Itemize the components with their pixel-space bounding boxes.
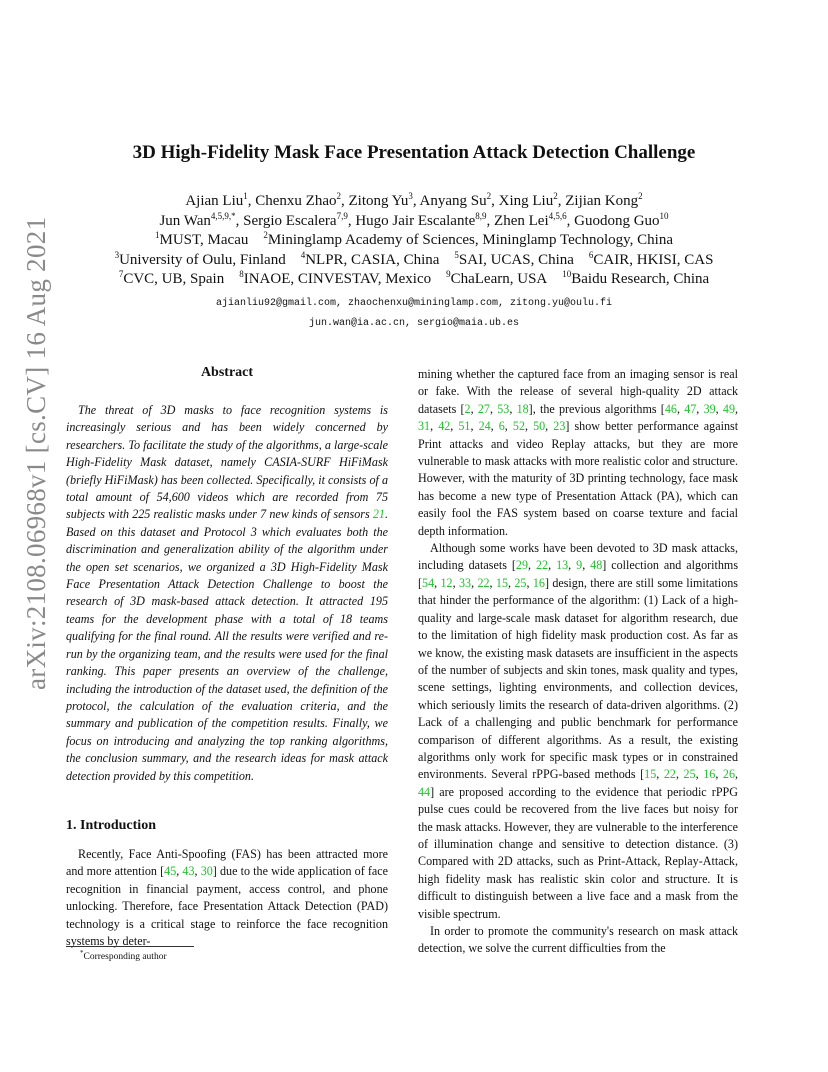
paper-title: 3D High-Fidelity Mask Face Presentation Attack Detection Challenge bbox=[132, 142, 696, 163]
citation-link[interactable]: 25 bbox=[683, 767, 696, 782]
citation-link[interactable]: 25 bbox=[514, 575, 527, 590]
affiliation-mark: 2 bbox=[263, 230, 268, 241]
affiliation-mark: 5 bbox=[454, 249, 459, 260]
citation-link[interactable]: 18 bbox=[516, 401, 529, 416]
affiliation-mark: 6 bbox=[588, 249, 594, 260]
citation-link[interactable]: 2 bbox=[464, 401, 471, 416]
footnote bbox=[80, 948, 167, 962]
introduction-text: Recently, Face Anti-Spoofing (FAS) has been attracted more and more attention [45, 43, 30] due to the wide application of face recognition in financial payment, access control, and phone unlocking. Therefore, face Presentation Attack Detection (PAD) technology is a critical stage to reinforce the face recognition systems by deter- bbox=[66, 847, 389, 949]
author-name: Zhen Lei bbox=[494, 212, 549, 229]
footnote-mark: * bbox=[80, 948, 84, 957]
citation-link[interactable]: 42 bbox=[438, 419, 451, 434]
author-name: Guodong Guo bbox=[574, 212, 660, 229]
citation-link[interactable]: 39 bbox=[703, 401, 716, 416]
citation-link[interactable]: 15 bbox=[644, 767, 657, 782]
author-affiliation-mark: 1 bbox=[243, 191, 248, 201]
author-affiliation-mark: 2 bbox=[336, 191, 341, 201]
affiliation-name: INAOE, CINVESTAV, Mexico bbox=[243, 271, 432, 288]
citation-link[interactable]: 23 bbox=[553, 419, 566, 434]
citation-link[interactable]: 26 bbox=[722, 767, 735, 782]
citation-link[interactable]: 22 bbox=[663, 767, 676, 782]
citation-link[interactable]: 54 bbox=[422, 575, 435, 590]
citation-link[interactable]: 15 bbox=[495, 575, 508, 590]
footnote-text: Corresponding author bbox=[83, 952, 167, 962]
citation-link[interactable]: 48 bbox=[590, 558, 603, 573]
citation-link[interactable]: 52 bbox=[512, 419, 525, 434]
affiliation-mark: 4 bbox=[300, 249, 306, 260]
citation-link[interactable]: 22 bbox=[477, 575, 490, 590]
author-affiliation-mark: 4,5,9,* bbox=[210, 210, 236, 221]
citation-link[interactable]: 27 bbox=[477, 401, 490, 416]
author-name: Xing Liu bbox=[498, 193, 554, 209]
affiliation-name: University of Oulu, Finland bbox=[119, 251, 286, 268]
author-line-2: Jun Wan$^{4,5,9,*}$, Sergio Escalera$^{7,9}$, Hugo Jair Escalante$^{8,9}$, Zhen Lei$^{4,5,6}$, Guodong Guo$^{10}$ bbox=[159, 210, 669, 229]
abstract-text: The threat of 3D masks to face recognition systems is increasingly serious and has been widely concerned by researchers. To facilitate the study of the algorithms, a large-scale High-Fidelity Mask dataset, namely CASIA-SURF HiFiMask (briefly HiFiMask) has been collected. Specifically, it consists of a total amount of 54,600 videos which are recorded from 75 subjects with 225 realistic masks under 7 new kinds of sensors 21. Based on this dataset and Protocol 3 which evaluates both the discrimination and generalization ability of the algorithm under the open set scenarios, we organized a 3D High-Fidelity Mask Face Presentation Attack Detection Challenge to boost the research of 3D mask-based attack detection. It attracted 195 teams for the development phase with a total of 18 teams qualifying for the final round. All the results were verified and re-run by the organizing team, and the results were used for the final ranking. This paper presents an overview of the challenge, including the introduction of the dataset used, the definition of the protocol, the calculation of the evaluation criteria, and the summary and publication of the competition results. Finally, we focus on introducing and analyzing the top ranking algorithms, the conclusion summary, and the research ideas for mask attack detection provided by this competition. bbox=[66, 403, 388, 783]
citation-link[interactable]: 30 bbox=[200, 864, 213, 879]
author-affiliation-mark: 4,5,6 bbox=[548, 210, 567, 221]
affiliation-name: CVC, UB, Spain bbox=[123, 271, 225, 288]
citation-link[interactable]: 6 bbox=[498, 419, 505, 434]
author-affiliation-mark: 8,9 bbox=[475, 210, 487, 221]
citation-link[interactable]: 31 bbox=[418, 419, 431, 434]
citation-link[interactable]: 16 bbox=[532, 575, 545, 590]
right-paragraph-3: In order to promote the community's research on mask attack detection, we solve the current difficulties from the bbox=[418, 924, 738, 956]
author-block bbox=[40, 192, 788, 290]
author-name: Hugo Jair Escalante bbox=[355, 212, 476, 229]
citation-link[interactable]: 29 bbox=[515, 558, 528, 573]
affiliation-name: ChaLearn, USA bbox=[450, 271, 548, 288]
citation-link[interactable]: 47 bbox=[684, 401, 697, 416]
arxiv-stamp: arXiv:2108.06968v1 [cs.CV] 16 Aug 2021 bbox=[21, 216, 51, 690]
author-name: Sergio Escalera bbox=[243, 212, 337, 229]
citation-link[interactable]: 33 bbox=[458, 575, 472, 590]
right-paragraph-2: Although some works have been devoted to 3D mask attacks, including datasets [29, 22, 13, 9, 48] collection and algorithms [54, 12, 33, 22, 15, 25, 16] design, there are still some limitations that hinder the performance of the algorithm: (1) Lack of a high-quality and large-scale mask dataset for algorithm research, due to the limitation of high fidelity mask production cost. As far as we know, the existing mask datasets are insufficient in the aspects of the number of subjects and skin tones, mask quality and types, scene settings, lighting environments, and collection devices, which seriously limits the research of data-driven algorithms. (2) Lack of a challenging and public benchmark for performance comparison of different algorithms. As a result, the existing algorithms only work for specific mask types or in constrained environments. Several rPPG-based methods [15, 22, 25, 16, 26, 44] are proposed according to the evidence that periodic rPPG pulse cues could be recovered from the live faces but noisy for the mask attacks. However, they are vulnerable to the interference of illumination change and sensitive to detection distance. (3) Compared with 2D attacks, such as Print-Attack, Replay-Attack, high fidelity mask has realistic skin color and structure. It is difficult to distinguish between a live face and a mask from the visible spectrum. bbox=[418, 541, 739, 921]
author-affiliation-mark: 2 bbox=[638, 191, 643, 201]
affiliation-line-2 bbox=[40, 251, 788, 271]
citation-link[interactable]: 49 bbox=[722, 401, 736, 416]
author-affiliation-mark: 10 bbox=[659, 210, 669, 221]
author-name: Anyang Su bbox=[419, 193, 487, 209]
citation-link[interactable]: 44 bbox=[418, 784, 431, 799]
citation-link[interactable]: 50 bbox=[533, 419, 546, 434]
affiliation-line-3 bbox=[40, 270, 788, 290]
author-name: Chenxu Zhao bbox=[255, 193, 337, 209]
citation-link[interactable]: 16 bbox=[703, 767, 716, 782]
author-affiliation-mark: 3 bbox=[408, 191, 413, 201]
email-line-1: ajianliu92@gmail.com, zhaochenxu@mininglamp.com, zitong.yu@oulu.fi bbox=[215, 298, 613, 309]
citation-link[interactable]: 43 bbox=[182, 864, 195, 879]
right-paragraph-1: mining whether the captured face from an imaging sensor is real or fake. With the release of several high-quality 2D attack datasets [2, 27, 53, 18], the previous algorithms [46, 47, 39, 49, 31, 42, 51, 24, 6, 52, 50, 23] show better performance against Print attacks and video Replay attacks, but they are more vulnerable to mask attacks with more realistic color and structure. However, with the maturity of 3D printing technology, face mask has become a new type of Presentation Attack (PA), which can easily fool the FAS system based on coarse texture and facial depth information. bbox=[418, 367, 739, 538]
email-line-2: jun.wan@ia.ac.cn, sergio@maia.ub.es bbox=[308, 318, 520, 329]
affiliation-mark: 3 bbox=[114, 249, 120, 260]
abstract-heading: Abstract bbox=[200, 365, 254, 380]
citation-link[interactable]: 51 bbox=[458, 419, 471, 434]
author-affiliation-mark: 7,9 bbox=[336, 210, 348, 221]
author-affiliation-mark: 2 bbox=[486, 191, 492, 201]
affiliation-name: CAIR, HKISI, CAS bbox=[593, 251, 714, 268]
citation-link[interactable]: 12 bbox=[440, 575, 453, 590]
affiliation-mark: 7 bbox=[118, 269, 124, 280]
author-name: Zijian Kong bbox=[565, 193, 639, 209]
author-name: Zitong Yu bbox=[348, 193, 409, 209]
author-affiliation-mark: 2 bbox=[553, 191, 558, 201]
citation-link[interactable]: 21 bbox=[372, 507, 385, 522]
affiliation-name: NLPR, CASIA, China bbox=[305, 251, 440, 268]
author-name: Jun Wan bbox=[159, 212, 211, 229]
introduction-heading: 1. Introduction bbox=[66, 818, 156, 833]
author-name: Ajian Liu bbox=[185, 193, 244, 209]
citation-link[interactable]: 46 bbox=[664, 401, 677, 416]
affiliation-mark: 10 bbox=[562, 269, 572, 280]
affiliation-name: MUST, Macau bbox=[159, 232, 249, 249]
abstract-column bbox=[66, 402, 388, 785]
affiliation-line-1 bbox=[40, 231, 788, 251]
citation-link[interactable]: 22 bbox=[535, 558, 549, 573]
affiliation-name: Baidu Research, China bbox=[571, 271, 710, 288]
citation-link[interactable]: 24 bbox=[478, 419, 491, 434]
affiliation-mark: 9 bbox=[446, 269, 451, 280]
citation-link[interactable]: 45 bbox=[164, 864, 177, 879]
citation-link[interactable]: 9 bbox=[576, 558, 583, 573]
footnote-rule bbox=[66, 946, 194, 947]
right-column bbox=[418, 366, 738, 958]
email-block bbox=[40, 294, 788, 334]
affiliation-mark: 8 bbox=[239, 269, 244, 280]
author-line-1: Ajian Liu$^1$, Chenxu Zhao$^2$, Zitong Yu$^3$, Anyang Su$^2$, Xing Liu$^2$, Zijian Kong$^2$ bbox=[185, 191, 643, 209]
affiliation-name: SAI, UCAS, China bbox=[458, 251, 574, 268]
citation-link[interactable]: 13 bbox=[556, 558, 569, 573]
citation-link[interactable]: 53 bbox=[497, 401, 510, 416]
affiliation-name: Mininglamp Academy of Sciences, Mininglamp Technology, China bbox=[267, 232, 673, 249]
affiliation-mark: 1 bbox=[154, 230, 160, 241]
